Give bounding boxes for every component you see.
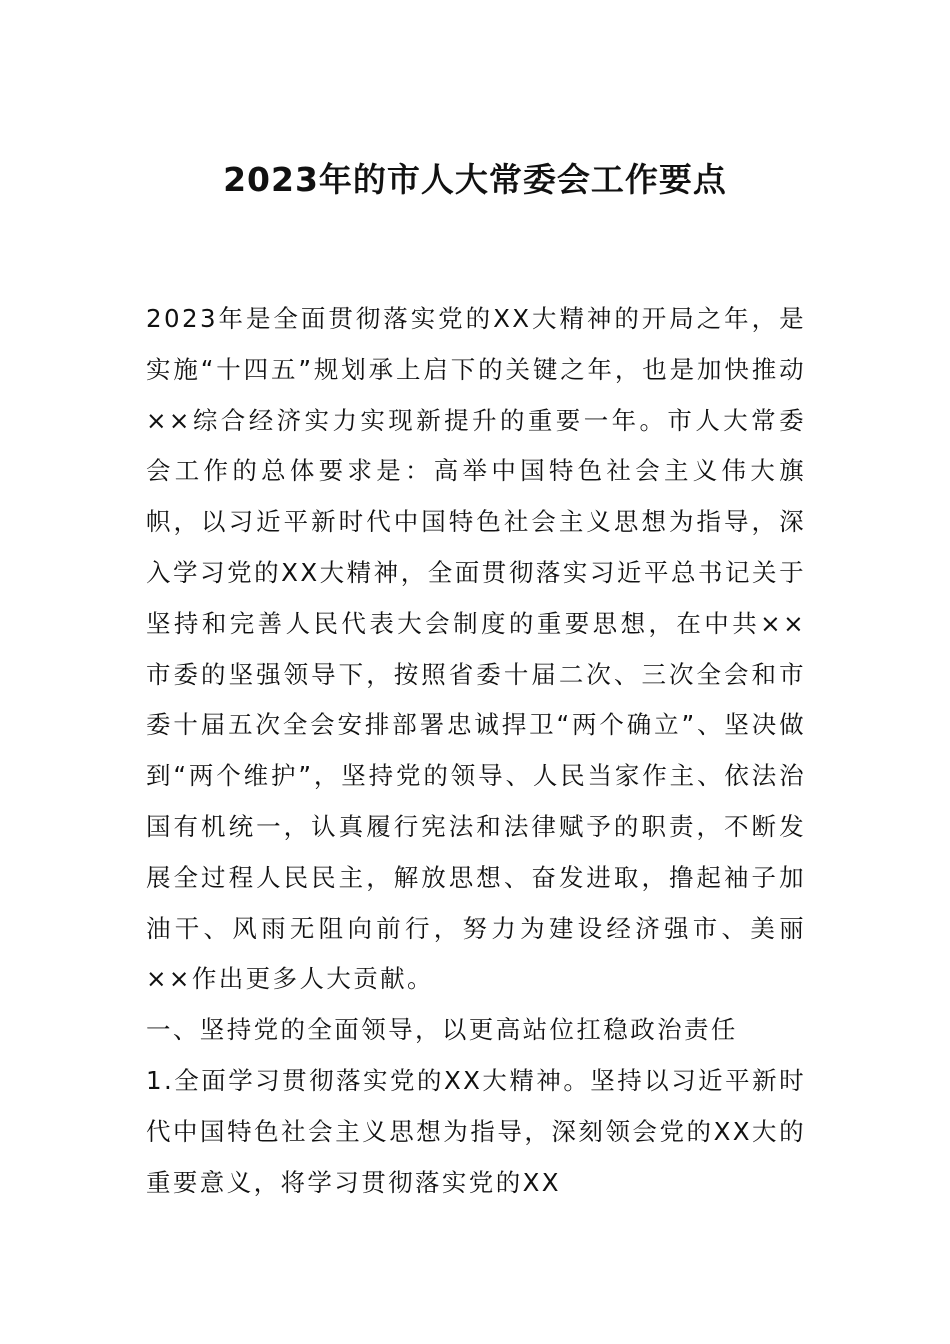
paragraph-intro: 2023年是全面贯彻落实党的XX大精神的开局之年，是实施“十四五”规划承上启下的关键之年，也是加快推动××综合经济实力实现新提升的重要一年。市人大常委会工作的总体要求是：高举中国特色社会主义伟大旗帜，以习近平新时代中国特色社会主义思想为指导，深入学习党的XX大精神，全面贯彻落实习近平总书记关于坚持和完善人民代表大会制度的重要思想，在中共××市委的坚强领导下，按照省委十届二次、三次全会和市委十届五次全会安排部署忠诚捍卫“两个确立”、坚决做到“两个维护”，坚持党的领导、人民当家作主、依法治国有机统一，认真履行宪法和法律赋予的职责，不断发展全过程人民民主，解放思想、奋发进取，撸起袖子加油干、风雨无阻向前行，努力为建设经济强市、美丽××作出更多人大贡献。 xyxy=(146,304,806,994)
paragraph-item-1: 1.全面学习贯彻落实党的XX大精神。坚持以习近平新时代中国特色社会主义思想为指导，深刻领会党的XX大的重要意义，将学习贯彻落实党的XX xyxy=(146,1065,806,1197)
document-body xyxy=(146,294,806,1208)
document-title: 2023年的市人大常委会工作要点 xyxy=(223,160,727,199)
section-heading: 一、坚持党的全面领导，以更高站位扛稳政治责任 xyxy=(146,1015,738,1045)
